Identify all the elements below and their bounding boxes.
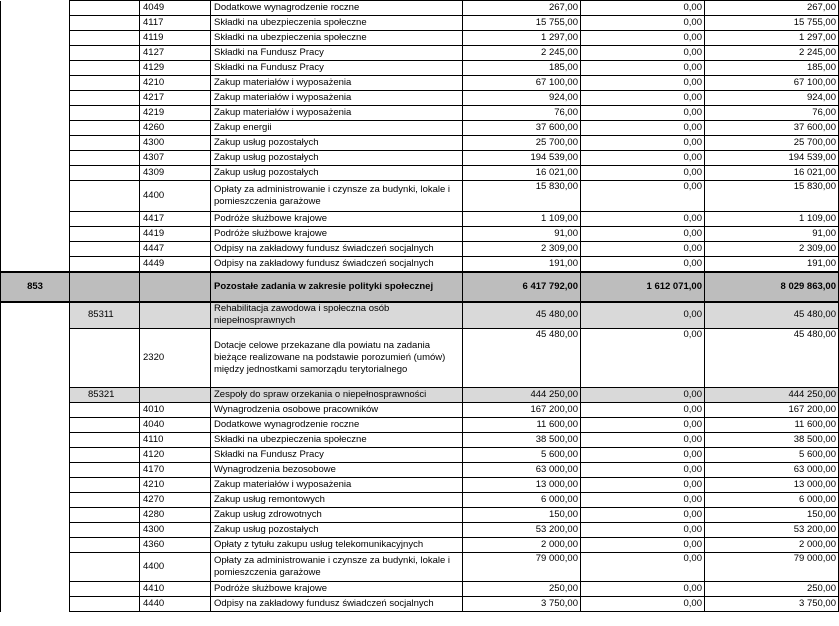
value-2: 0,00 bbox=[581, 257, 705, 272]
paragraf-name: Odpisy na zakładowy fundusz świadczeń socjalnych bbox=[211, 257, 463, 272]
paragraf-code: 4119 bbox=[140, 31, 211, 46]
paragraf-code: 4217 bbox=[140, 91, 211, 106]
empty-cell bbox=[1, 597, 70, 612]
table-row bbox=[1, 61, 839, 76]
empty-cell bbox=[70, 257, 140, 272]
table-row bbox=[1, 151, 839, 166]
empty-cell bbox=[1, 136, 70, 151]
value-2: 0,00 bbox=[581, 181, 705, 212]
value-1: 38 500,00 bbox=[463, 433, 581, 448]
empty-cell bbox=[70, 553, 140, 582]
paragraf-name: Składki na Fundusz Pracy bbox=[211, 61, 463, 76]
empty-cell bbox=[1, 538, 70, 553]
paragraf-code: 2320 bbox=[140, 329, 211, 388]
empty-cell bbox=[1, 61, 70, 76]
value-1: 1 297,00 bbox=[463, 31, 581, 46]
rozdzial-value-3: 45 480,00 bbox=[705, 302, 839, 329]
empty-cell bbox=[1, 448, 70, 463]
paragraf-code: 4300 bbox=[140, 523, 211, 538]
empty-cell bbox=[70, 106, 140, 121]
value-2: 0,00 bbox=[581, 1, 705, 16]
value-3: 67 100,00 bbox=[705, 76, 839, 91]
value-2: 0,00 bbox=[581, 403, 705, 418]
paragraf-name: Wynagrodzenia osobowe pracowników bbox=[211, 403, 463, 418]
table-row bbox=[1, 538, 839, 553]
section-row bbox=[1, 272, 839, 302]
empty-cell bbox=[70, 1, 140, 16]
empty-cell bbox=[70, 181, 140, 212]
value-2: 0,00 bbox=[581, 76, 705, 91]
value-1: 185,00 bbox=[463, 61, 581, 76]
paragraf-name: Zakup usług pozostałych bbox=[211, 136, 463, 151]
empty-cell bbox=[1, 493, 70, 508]
paragraf-name: Odpisy na zakładowy fundusz świadczeń socjalnych bbox=[211, 597, 463, 612]
rozdzial-row bbox=[1, 302, 839, 329]
value-3: 5 600,00 bbox=[705, 448, 839, 463]
section-853 bbox=[1, 272, 839, 302]
paragraf-name: Opłaty za administrowanie i czynsze za budynki, lokale i pomieszczenia garażowe bbox=[211, 181, 463, 212]
table-row bbox=[1, 46, 839, 61]
table-row bbox=[1, 16, 839, 31]
table-row bbox=[1, 31, 839, 46]
table-row bbox=[1, 418, 839, 433]
value-1: 79 000,00 bbox=[463, 553, 581, 582]
value-1: 6 000,00 bbox=[463, 493, 581, 508]
empty-cell bbox=[140, 272, 211, 302]
empty-cell bbox=[70, 582, 140, 597]
paragraf-name: Dotacje celowe przekazane dla powiatu na zadania bieżące realizowane na podstawie porozumień (umów) między jednostkami samorządu terytorialnego bbox=[211, 329, 463, 388]
paragraf-name: Dodatkowe wynagrodzenie roczne bbox=[211, 1, 463, 16]
rozdzial-code: 85311 bbox=[70, 302, 140, 329]
empty-cell bbox=[1, 478, 70, 493]
table-row bbox=[1, 448, 839, 463]
empty-cell bbox=[70, 242, 140, 257]
table-row bbox=[1, 166, 839, 181]
value-1: 53 200,00 bbox=[463, 523, 581, 538]
table-row bbox=[1, 1, 839, 16]
table-row bbox=[1, 76, 839, 91]
paragraf-name: Zakup materiałów i wyposażenia bbox=[211, 91, 463, 106]
section-value-1: 6 417 792,00 bbox=[463, 272, 581, 302]
paragraf-name: Zakup materiałów i wyposażenia bbox=[211, 106, 463, 121]
table-row bbox=[1, 106, 839, 121]
value-2: 0,00 bbox=[581, 463, 705, 478]
table-row bbox=[1, 121, 839, 136]
value-1: 2 245,00 bbox=[463, 46, 581, 61]
empty-cell bbox=[1, 508, 70, 523]
paragraf-name: Zakup usług pozostałych bbox=[211, 151, 463, 166]
value-2: 0,00 bbox=[581, 212, 705, 227]
paragraf-name: Podróże służbowe krajowe bbox=[211, 212, 463, 227]
empty-cell bbox=[70, 478, 140, 493]
value-3: 167 200,00 bbox=[705, 403, 839, 418]
table-row bbox=[1, 493, 839, 508]
empty-cell bbox=[70, 31, 140, 46]
value-1: 250,00 bbox=[463, 582, 581, 597]
paragraf-code: 4307 bbox=[140, 151, 211, 166]
dzial-cell: 853 bbox=[1, 272, 70, 302]
empty-cell bbox=[1, 212, 70, 227]
empty-cell bbox=[70, 508, 140, 523]
value-2: 0,00 bbox=[581, 31, 705, 46]
value-2: 0,00 bbox=[581, 46, 705, 61]
empty-cell bbox=[70, 136, 140, 151]
section-name: Pozostałe zadania w zakresie polityki społecznej bbox=[211, 272, 463, 302]
value-2: 0,00 bbox=[581, 121, 705, 136]
value-3: 267,00 bbox=[705, 1, 839, 16]
paragraf-code: 4040 bbox=[140, 418, 211, 433]
value-2: 0,00 bbox=[581, 478, 705, 493]
value-2: 0,00 bbox=[581, 227, 705, 242]
table-row bbox=[1, 553, 839, 582]
value-2: 0,00 bbox=[581, 553, 705, 582]
paragraf-name: Składki na ubezpieczenia społeczne bbox=[211, 16, 463, 31]
top-rows-group bbox=[1, 1, 839, 272]
rozdzial-85311-rows bbox=[1, 329, 839, 388]
empty-cell bbox=[70, 16, 140, 31]
table-row bbox=[1, 91, 839, 106]
value-3: 15 755,00 bbox=[705, 16, 839, 31]
value-1: 15 830,00 bbox=[463, 181, 581, 212]
table-row bbox=[1, 403, 839, 418]
empty-cell bbox=[1, 46, 70, 61]
paragraf-name: Opłaty za administrowanie i czynsze za budynki, lokale i pomieszczenia garażowe bbox=[211, 553, 463, 582]
paragraf-code: 4419 bbox=[140, 227, 211, 242]
value-1: 11 600,00 bbox=[463, 418, 581, 433]
paragraf-name: Zakup energii bbox=[211, 121, 463, 136]
value-1: 267,00 bbox=[463, 1, 581, 16]
empty-cell bbox=[1, 329, 70, 388]
value-1: 191,00 bbox=[463, 257, 581, 272]
paragraf-code: 4417 bbox=[140, 212, 211, 227]
empty-cell bbox=[1, 433, 70, 448]
table-row bbox=[1, 181, 839, 212]
value-3: 185,00 bbox=[705, 61, 839, 76]
empty-cell bbox=[70, 121, 140, 136]
empty-cell bbox=[1, 91, 70, 106]
value-3: 924,00 bbox=[705, 91, 839, 106]
paragraf-code: 4127 bbox=[140, 46, 211, 61]
rozdzial-value-1: 444 250,00 bbox=[463, 388, 581, 403]
empty-cell bbox=[1, 553, 70, 582]
paragraf-code: 4400 bbox=[140, 181, 211, 212]
empty-cell bbox=[70, 227, 140, 242]
value-1: 2 309,00 bbox=[463, 242, 581, 257]
value-1: 924,00 bbox=[463, 91, 581, 106]
value-3: 15 830,00 bbox=[705, 181, 839, 212]
empty-cell bbox=[70, 151, 140, 166]
value-2: 0,00 bbox=[581, 61, 705, 76]
value-2: 0,00 bbox=[581, 151, 705, 166]
table-row bbox=[1, 597, 839, 612]
empty-cell bbox=[70, 91, 140, 106]
value-1: 13 000,00 bbox=[463, 478, 581, 493]
value-3: 1 297,00 bbox=[705, 31, 839, 46]
value-2: 0,00 bbox=[581, 493, 705, 508]
value-3: 2 309,00 bbox=[705, 242, 839, 257]
empty-cell bbox=[1, 227, 70, 242]
paragraf-code: 4210 bbox=[140, 478, 211, 493]
value-1: 37 600,00 bbox=[463, 121, 581, 136]
rozdzial-row bbox=[1, 388, 839, 403]
empty-cell bbox=[1, 1, 70, 16]
rozdzial-name: Zespoły do spraw orzekania o niepełnosprawności bbox=[211, 388, 463, 403]
value-3: 150,00 bbox=[705, 508, 839, 523]
paragraf-name: Zakup materiałów i wyposażenia bbox=[211, 76, 463, 91]
table-row bbox=[1, 582, 839, 597]
value-1: 16 021,00 bbox=[463, 166, 581, 181]
section-value-3: 8 029 863,00 bbox=[705, 272, 839, 302]
value-2: 0,00 bbox=[581, 508, 705, 523]
paragraf-code: 4280 bbox=[140, 508, 211, 523]
paragraf-name: Podróże służbowe krajowe bbox=[211, 582, 463, 597]
value-1: 167 200,00 bbox=[463, 403, 581, 418]
paragraf-code: 4440 bbox=[140, 597, 211, 612]
paragraf-name: Składki na Fundusz Pracy bbox=[211, 46, 463, 61]
value-3: 191,00 bbox=[705, 257, 839, 272]
value-2: 0,00 bbox=[581, 418, 705, 433]
paragraf-code: 4300 bbox=[140, 136, 211, 151]
paragraf-name: Zakup usług zdrowotnych bbox=[211, 508, 463, 523]
value-2: 0,00 bbox=[581, 329, 705, 388]
paragraf-name: Składki na ubezpieczenia społeczne bbox=[211, 31, 463, 46]
paragraf-name: Opłaty z tytułu zakupu usług telekomunikacyjnych bbox=[211, 538, 463, 553]
empty-cell bbox=[70, 448, 140, 463]
empty-cell bbox=[70, 403, 140, 418]
rozdzial-85321-rows bbox=[1, 403, 839, 612]
value-3: 53 200,00 bbox=[705, 523, 839, 538]
value-1: 91,00 bbox=[463, 227, 581, 242]
table-row bbox=[1, 242, 839, 257]
value-1: 150,00 bbox=[463, 508, 581, 523]
empty-cell bbox=[70, 166, 140, 181]
empty-cell bbox=[1, 121, 70, 136]
paragraf-name: Dodatkowe wynagrodzenie roczne bbox=[211, 418, 463, 433]
empty-cell bbox=[70, 418, 140, 433]
value-3: 11 600,00 bbox=[705, 418, 839, 433]
paragraf-name: Składki na Fundusz Pracy bbox=[211, 448, 463, 463]
paragraf-code: 4309 bbox=[140, 166, 211, 181]
value-1: 45 480,00 bbox=[463, 329, 581, 388]
paragraf-code: 4449 bbox=[140, 257, 211, 272]
paragraf-name: Odpisy na zakładowy fundusz świadczeń socjalnych bbox=[211, 242, 463, 257]
paragraf-code: 4210 bbox=[140, 76, 211, 91]
paragraf-name: Zakup usług remontowych bbox=[211, 493, 463, 508]
value-1: 15 755,00 bbox=[463, 16, 581, 31]
empty-cell bbox=[140, 302, 211, 329]
empty-cell bbox=[70, 523, 140, 538]
value-3: 1 109,00 bbox=[705, 212, 839, 227]
value-3: 45 480,00 bbox=[705, 329, 839, 388]
value-1: 5 600,00 bbox=[463, 448, 581, 463]
paragraf-code: 4129 bbox=[140, 61, 211, 76]
empty-cell bbox=[1, 76, 70, 91]
value-2: 0,00 bbox=[581, 448, 705, 463]
empty-cell bbox=[1, 403, 70, 418]
rozdzial-value-2: 0,00 bbox=[581, 302, 705, 329]
rozdzial-value-1: 45 480,00 bbox=[463, 302, 581, 329]
paragraf-code: 4120 bbox=[140, 448, 211, 463]
value-2: 0,00 bbox=[581, 582, 705, 597]
paragraf-code: 4110 bbox=[140, 433, 211, 448]
value-1: 3 750,00 bbox=[463, 597, 581, 612]
value-1: 67 100,00 bbox=[463, 76, 581, 91]
value-2: 0,00 bbox=[581, 433, 705, 448]
empty-cell bbox=[70, 76, 140, 91]
rozdzial-value-3: 444 250,00 bbox=[705, 388, 839, 403]
empty-cell bbox=[70, 538, 140, 553]
table-row bbox=[1, 433, 839, 448]
value-1: 194 539,00 bbox=[463, 151, 581, 166]
paragraf-code: 4170 bbox=[140, 463, 211, 478]
table-row bbox=[1, 136, 839, 151]
value-2: 0,00 bbox=[581, 523, 705, 538]
value-2: 0,00 bbox=[581, 538, 705, 553]
empty-cell bbox=[1, 418, 70, 433]
value-3: 250,00 bbox=[705, 582, 839, 597]
paragraf-code: 4260 bbox=[140, 121, 211, 136]
table-row bbox=[1, 508, 839, 523]
value-1: 76,00 bbox=[463, 106, 581, 121]
empty-cell bbox=[140, 388, 211, 403]
value-1: 1 109,00 bbox=[463, 212, 581, 227]
table-row bbox=[1, 329, 839, 388]
value-3: 2 245,00 bbox=[705, 46, 839, 61]
value-1: 25 700,00 bbox=[463, 136, 581, 151]
empty-cell bbox=[1, 166, 70, 181]
empty-cell bbox=[1, 242, 70, 257]
table-row bbox=[1, 257, 839, 272]
empty-cell bbox=[1, 151, 70, 166]
value-2: 0,00 bbox=[581, 136, 705, 151]
empty-cell bbox=[70, 597, 140, 612]
paragraf-code: 4447 bbox=[140, 242, 211, 257]
value-3: 91,00 bbox=[705, 227, 839, 242]
paragraf-code: 4360 bbox=[140, 538, 211, 553]
empty-cell bbox=[1, 16, 70, 31]
empty-cell bbox=[1, 463, 70, 478]
paragraf-code: 4010 bbox=[140, 403, 211, 418]
value-3: 38 500,00 bbox=[705, 433, 839, 448]
rozdzial-name: Rehabilitacja zawodowa i społeczna osób niepełnosprawnych bbox=[211, 302, 463, 329]
paragraf-name: Składki na ubezpieczenia społeczne bbox=[211, 433, 463, 448]
value-3: 3 750,00 bbox=[705, 597, 839, 612]
value-3: 194 539,00 bbox=[705, 151, 839, 166]
table-row bbox=[1, 478, 839, 493]
empty-cell bbox=[1, 302, 70, 329]
paragraf-name: Zakup materiałów i wyposażenia bbox=[211, 478, 463, 493]
paragraf-name: Wynagrodzenia bezosobowe bbox=[211, 463, 463, 478]
value-2: 0,00 bbox=[581, 166, 705, 181]
empty-cell bbox=[1, 582, 70, 597]
value-2: 0,00 bbox=[581, 91, 705, 106]
value-2: 0,00 bbox=[581, 16, 705, 31]
rozdzial-code: 85321 bbox=[70, 388, 140, 403]
empty-cell bbox=[70, 272, 140, 302]
value-3: 13 000,00 bbox=[705, 478, 839, 493]
value-2: 0,00 bbox=[581, 242, 705, 257]
value-1: 63 000,00 bbox=[463, 463, 581, 478]
value-2: 0,00 bbox=[581, 106, 705, 121]
paragraf-code: 4049 bbox=[140, 1, 211, 16]
value-1: 2 000,00 bbox=[463, 538, 581, 553]
value-3: 76,00 bbox=[705, 106, 839, 121]
rozdzial-85311 bbox=[1, 302, 839, 329]
paragraf-name: Zakup usług pozostałych bbox=[211, 166, 463, 181]
value-3: 63 000,00 bbox=[705, 463, 839, 478]
empty-cell bbox=[1, 523, 70, 538]
section-value-2: 1 612 071,00 bbox=[581, 272, 705, 302]
paragraf-code: 4219 bbox=[140, 106, 211, 121]
paragraf-code: 4117 bbox=[140, 16, 211, 31]
table-row bbox=[1, 227, 839, 242]
empty-cell bbox=[1, 106, 70, 121]
empty-cell bbox=[70, 329, 140, 388]
empty-cell bbox=[1, 181, 70, 212]
value-3: 25 700,00 bbox=[705, 136, 839, 151]
paragraf-code: 4410 bbox=[140, 582, 211, 597]
rozdzial-value-2: 0,00 bbox=[581, 388, 705, 403]
value-3: 37 600,00 bbox=[705, 121, 839, 136]
empty-cell bbox=[70, 463, 140, 478]
empty-cell bbox=[70, 46, 140, 61]
value-3: 2 000,00 bbox=[705, 538, 839, 553]
value-3: 6 000,00 bbox=[705, 493, 839, 508]
paragraf-code: 4270 bbox=[140, 493, 211, 508]
rozdzial-85321 bbox=[1, 388, 839, 403]
paragraf-code: 4400 bbox=[140, 553, 211, 582]
value-3: 16 021,00 bbox=[705, 166, 839, 181]
table-row bbox=[1, 463, 839, 478]
empty-cell bbox=[1, 31, 70, 46]
table-row bbox=[1, 523, 839, 538]
empty-cell bbox=[70, 212, 140, 227]
empty-cell bbox=[1, 257, 70, 272]
empty-cell bbox=[70, 433, 140, 448]
paragraf-name: Podróże służbowe krajowe bbox=[211, 227, 463, 242]
empty-cell bbox=[1, 388, 70, 403]
paragraf-name: Zakup usług pozostałych bbox=[211, 523, 463, 538]
table-row bbox=[1, 212, 839, 227]
empty-cell bbox=[70, 61, 140, 76]
value-3: 79 000,00 bbox=[705, 553, 839, 582]
empty-cell bbox=[70, 493, 140, 508]
value-2: 0,00 bbox=[581, 597, 705, 612]
